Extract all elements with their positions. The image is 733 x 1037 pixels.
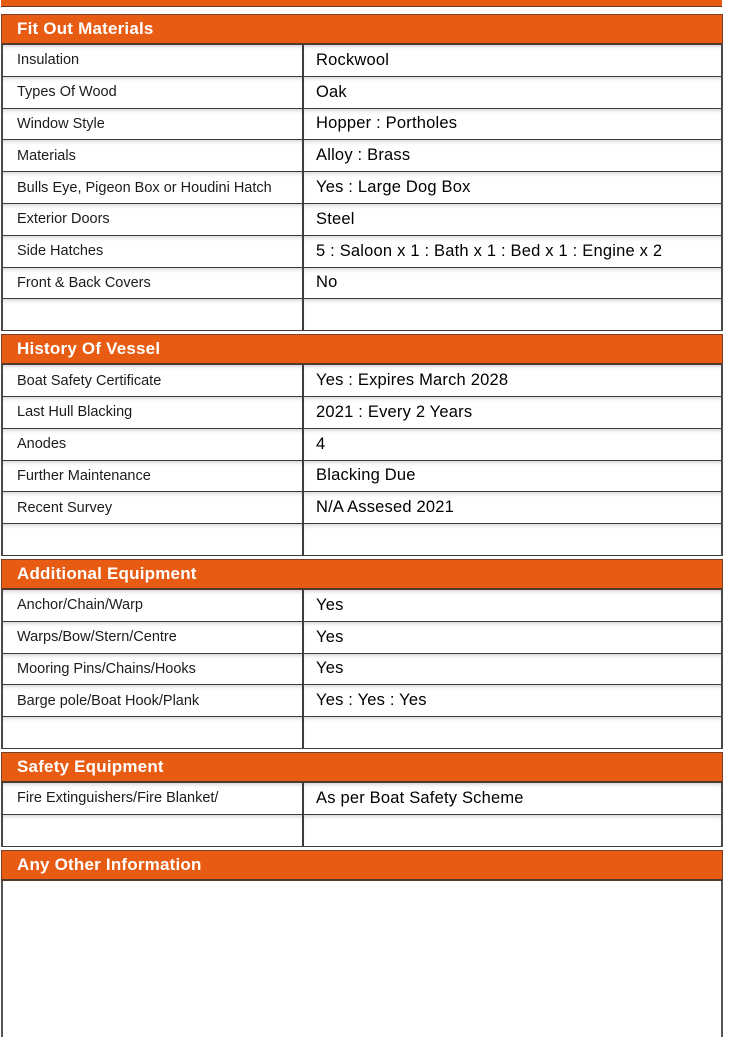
section-title: Safety Equipment (17, 756, 164, 776)
table-row (3, 397, 721, 429)
row-value: 2021 : Every 2 Years (304, 397, 721, 428)
row-value: Yes (304, 622, 721, 653)
section-title: Any Other Information (17, 854, 202, 874)
row-value: Yes (304, 654, 721, 685)
row-value (304, 815, 721, 846)
table-row (3, 717, 721, 749)
row-label: Fire Extinguishers/Fire Blanket/ (3, 783, 304, 814)
row-label: Insulation (3, 45, 304, 76)
row-label: Barge pole/Boat Hook/Plank (3, 685, 304, 716)
row-label: Warps/Bow/Stern/Centre (3, 622, 304, 653)
row-value: No (304, 268, 721, 299)
sections-container (1, 14, 723, 1037)
row-label: Bulls Eye, Pigeon Box or Houdini Hatch (3, 172, 304, 203)
table-row (3, 236, 721, 268)
row-value: Alloy : Brass (304, 140, 721, 171)
row-value: Yes : Yes : Yes (304, 685, 721, 716)
top-orange-strip (1, 0, 722, 7)
section-header (1, 334, 723, 365)
row-label: Materials (3, 140, 304, 171)
row-label (3, 524, 304, 555)
table-row (3, 654, 721, 686)
table-row (3, 109, 721, 141)
table-row (3, 365, 721, 397)
table-row (3, 524, 721, 556)
row-value: As per Boat Safety Scheme (304, 783, 721, 814)
row-value (304, 524, 721, 555)
row-label: Last Hull Blacking (3, 397, 304, 428)
section-header (1, 14, 723, 45)
row-value: 5 : Saloon x 1 : Bath x 1 : Bed x 1 : Engine x 2 (304, 236, 721, 267)
section-header (1, 752, 723, 783)
table-row (3, 268, 721, 300)
row-value: Blacking Due (304, 461, 721, 492)
section-title: History Of Vessel (17, 339, 161, 359)
section (1, 14, 723, 331)
row-label: Front & Back Covers (3, 268, 304, 299)
row-label (3, 815, 304, 846)
section-rows (1, 365, 723, 556)
row-label: Boat Safety Certificate (3, 365, 304, 396)
table-row (3, 590, 721, 622)
row-label: Further Maintenance (3, 461, 304, 492)
table-row (3, 45, 721, 77)
row-label: Mooring Pins/Chains/Hooks (3, 654, 304, 685)
row-value: Yes (304, 590, 721, 621)
row-label: Types Of Wood (3, 77, 304, 108)
row-value: 4 (304, 429, 721, 460)
section-rows (1, 590, 723, 749)
section (1, 850, 723, 1037)
row-value: Yes : Large Dog Box (304, 172, 721, 203)
row-value: Rockwool (304, 45, 721, 76)
table-row (3, 204, 721, 236)
table-row (3, 140, 721, 172)
row-label: Anchor/Chain/Warp (3, 590, 304, 621)
row-label (3, 299, 304, 330)
section (1, 752, 723, 847)
table-row (3, 815, 721, 847)
row-label (3, 717, 304, 748)
table-row (3, 685, 721, 717)
table-row (3, 622, 721, 654)
row-value: Yes : Expires March 2028 (304, 365, 721, 396)
section-rows (1, 783, 723, 847)
row-value (304, 299, 721, 330)
row-value: Hopper : Portholes (304, 109, 721, 140)
section-rows (1, 45, 723, 331)
row-value: Oak (304, 77, 721, 108)
section-header (1, 850, 723, 881)
table-row (3, 492, 721, 524)
row-value: Steel (304, 204, 721, 235)
table-row (3, 299, 721, 331)
section-title: Fit Out Materials (17, 19, 154, 38)
row-value: N/A Assesed 2021 (304, 492, 721, 523)
section (1, 559, 723, 749)
row-label: Anodes (3, 429, 304, 460)
table-row (3, 172, 721, 204)
section-header (1, 559, 723, 590)
table-row (3, 783, 721, 815)
table-row (3, 461, 721, 493)
section-title: Additional Equipment (17, 563, 197, 583)
row-label: Recent Survey (3, 492, 304, 523)
row-label: Side Hatches (3, 236, 304, 267)
empty-info-box (1, 881, 723, 1037)
table-row (3, 77, 721, 109)
row-value (304, 717, 721, 748)
section (1, 334, 723, 556)
table-row (3, 429, 721, 461)
row-label: Exterior Doors (3, 204, 304, 235)
row-label: Window Style (3, 109, 304, 140)
